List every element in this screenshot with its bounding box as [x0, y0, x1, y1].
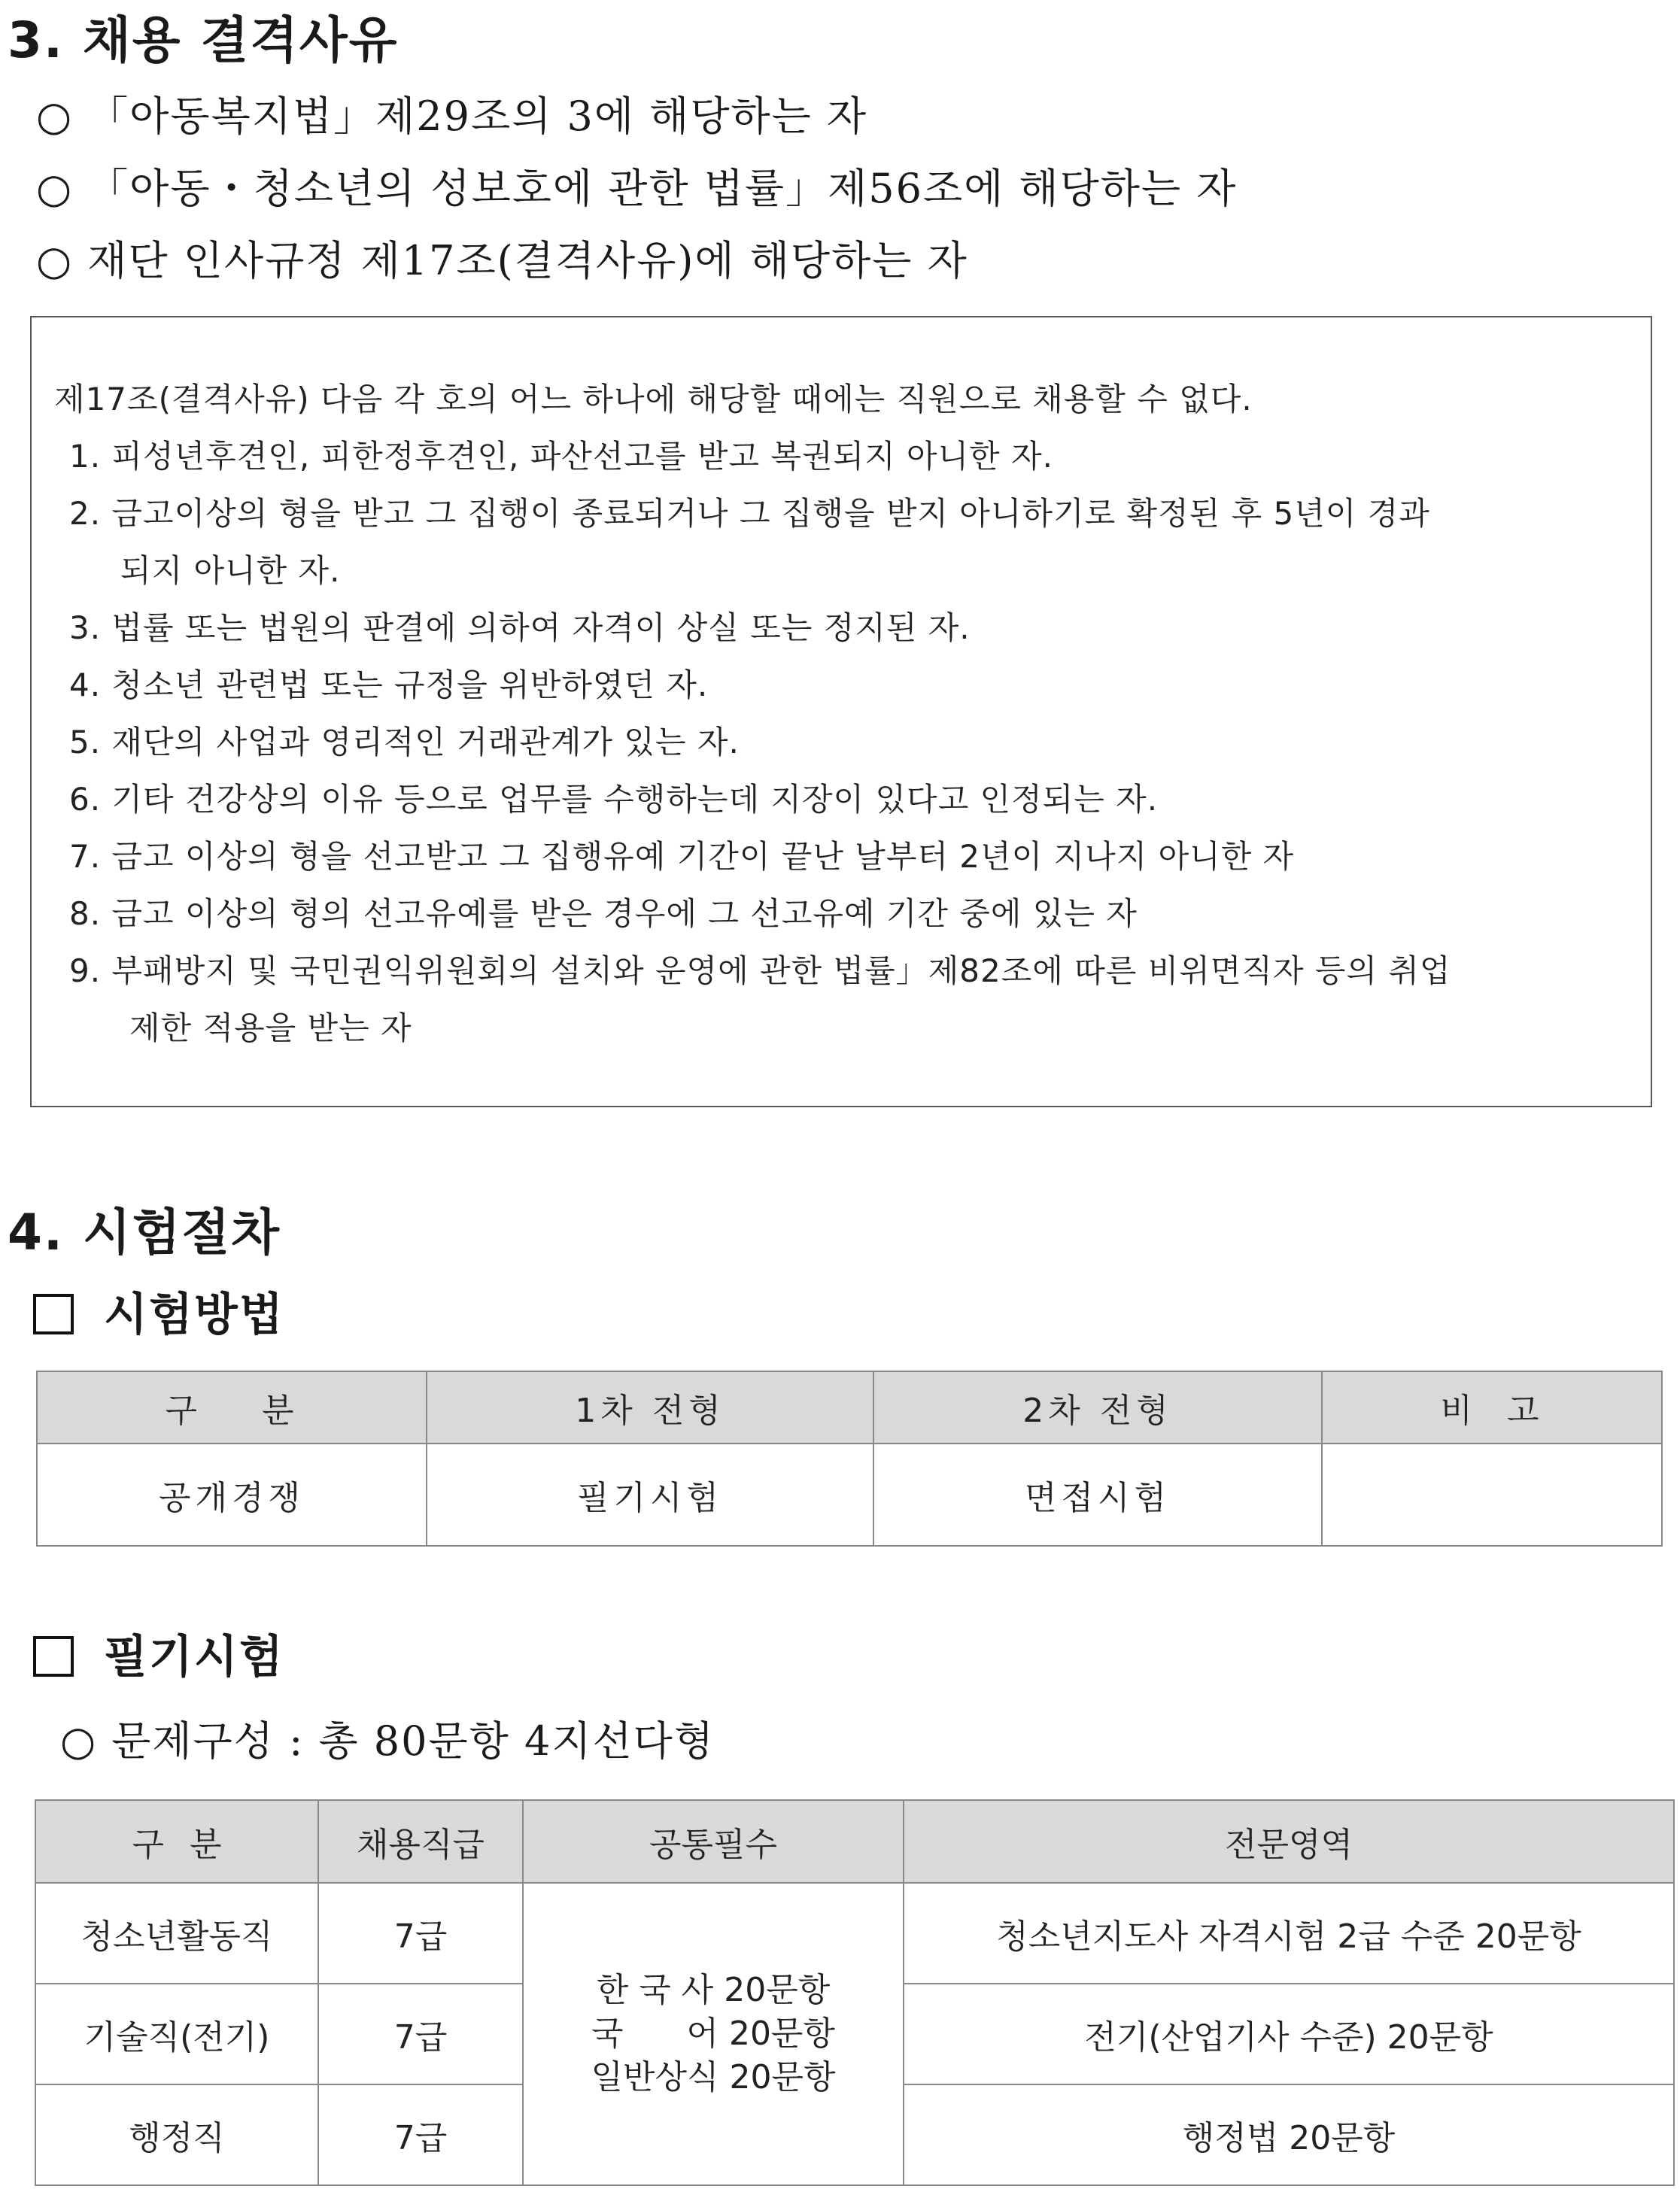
- box-intro: 제17조(결격사유) 다음 각 호의 어느 하나에 해당할 때에는 직원으로 채용할 수 없다.: [54, 381, 1253, 417]
- written-row-kind: 청소년활동직: [35, 1883, 318, 1984]
- written-header-specialty: 전문영역: [904, 1800, 1674, 1883]
- box-item-1: 1. 피성년후견인, 피한정후견인, 파산선고를 받고 복권되지 아니한 자.: [69, 438, 1054, 475]
- written-row-specialty: 행정법 20문항: [904, 2084, 1674, 2185]
- method-cell-second-stage: 면접시험: [873, 1444, 1322, 1546]
- box-item-8: 8. 금고 이상의 형의 선고유예를 받은 경우에 그 선고유예 기간 중에 있는 자: [69, 895, 1138, 932]
- method-cell-first-stage: 필기시험: [427, 1444, 873, 1546]
- method-header-first-stage: 1차 전형: [427, 1371, 873, 1444]
- written-row-grade: 7급: [318, 1984, 523, 2084]
- bullet-child-welfare-act: ○ 「아동복지법」제29조의 3에 해당하는 자: [36, 93, 868, 140]
- bullet-youth-protection-act: ○ 「아동・청소년의 성보호에 관한 법률」제56조에 해당하는 자: [36, 165, 1238, 212]
- written-row-kind: 행정직: [35, 2084, 318, 2185]
- question-composition: ○ 문제구성 : 총 80문항 4지선다형: [60, 1717, 715, 1765]
- box-item-9-cont: 제한 적용을 받는 자: [129, 1009, 412, 1046]
- square-bullet-icon: [33, 1294, 74, 1334]
- written-header-grade: 채용직급: [318, 1800, 523, 1883]
- written-header-category: 구 분: [35, 1800, 318, 1883]
- section-4-heading: 4. 시험절차: [8, 1204, 281, 1261]
- box-item-9: 9. 부패방지 및 국민권익위원회의 설치와 운영에 관한 법률」제82조에 따른 비위면직자 등의 취업: [69, 952, 1451, 989]
- method-title: 시험방법: [104, 1289, 284, 1341]
- box-item-6: 6. 기타 건강상의 이유 등으로 업무를 수행하는데 지장이 있다고 인정되는 자.: [69, 781, 1159, 818]
- box-item-2-cont: 되지 아니한 자.: [120, 552, 341, 589]
- box-item-5: 5. 재단의 사업과 영리적인 거래관계가 있는 자.: [69, 724, 740, 761]
- written-row-specialty: 청소년지도사 자격시험 2급 수준 20문항: [904, 1883, 1674, 1984]
- box-item-2: 2. 금고이상의 형을 받고 그 집행이 종료되거나 그 집행을 받지 아니하기로 확정된 후 5년이 경과: [69, 495, 1430, 532]
- method-header-category: 구 분: [37, 1371, 427, 1444]
- method-subheading: [33, 1279, 284, 1343]
- written-title: 필기시험: [104, 1631, 284, 1683]
- method-cell-category: 공개경쟁: [37, 1444, 427, 1546]
- exam-method-table: [36, 1371, 1663, 1547]
- section-3-heading: 3. 채용 결격사유: [8, 11, 399, 69]
- written-subheading: [33, 1621, 284, 1686]
- bullet-hr-regulation: ○ 재단 인사규정 제17조(결격사유)에 해당하는 자: [36, 237, 968, 284]
- written-common-subjects: [523, 1883, 904, 2185]
- written-row-grade: 7급: [318, 1883, 523, 1984]
- common-subject-korean: 국 어 20문항: [591, 2014, 835, 2053]
- written-row-grade: 7급: [318, 2084, 523, 2185]
- square-bullet-icon: [33, 1636, 74, 1677]
- written-header-common: 공통필수: [523, 1800, 904, 1883]
- written-row-specialty: 전기(산업기사 수준) 20문항: [904, 1984, 1674, 2084]
- box-item-3: 3. 법률 또는 법원의 판결에 의하여 자격이 상실 또는 정지된 자.: [69, 609, 971, 646]
- disqualification-box: [30, 316, 1652, 1107]
- common-subject-history: 한 국 사 20문항: [596, 1971, 831, 2009]
- written-exam-table: [35, 1799, 1675, 2186]
- box-item-7: 7. 금고 이상의 형을 선고받고 그 집행유예 기간이 끝난 날부터 2년이 지나지 아니한 자: [69, 838, 1295, 875]
- common-subject-general: 일반상식 20문항: [591, 2058, 836, 2096]
- method-header-second-stage: 2차 전형: [873, 1371, 1322, 1444]
- method-header-remarks: 비 고: [1322, 1371, 1662, 1444]
- method-cell-remarks: [1322, 1444, 1662, 1546]
- written-row-kind: 기술직(전기): [35, 1984, 318, 2084]
- box-item-4: 4. 청소년 관련법 또는 규정을 위반하였던 자.: [69, 666, 709, 703]
